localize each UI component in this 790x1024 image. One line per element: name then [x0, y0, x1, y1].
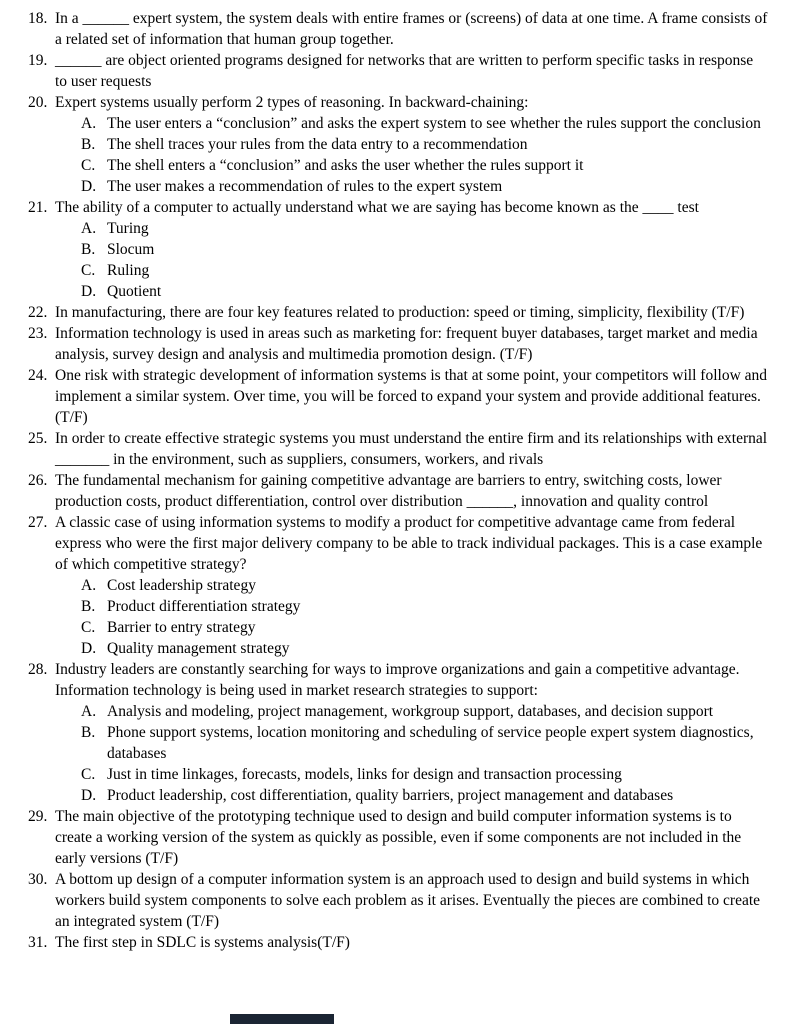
question-text: In a ______ expert system, the system deals with entire frames or (screens) of data at one time. A frame consists of a related set of information that human group together.: [55, 10, 768, 48]
question-text: The first step in SDLC is systems analysis(T/F): [55, 934, 350, 951]
option-letter: C.: [81, 157, 96, 174]
question-body: [55, 806, 768, 869]
option-text: Product differentiation strategy: [107, 598, 301, 615]
question-item: [28, 323, 768, 365]
option-text: Turing: [107, 220, 149, 237]
answer-option: [55, 239, 768, 260]
option-letter: A.: [81, 703, 97, 720]
answer-option: [55, 638, 768, 659]
question-text: One risk with strategic development of information systems is that at some point, your competitors will follow and implement a similar system. Over time, you will be forced to expand your system and provide additional features. (T/F): [55, 367, 768, 426]
question-body: [55, 869, 768, 932]
option-text: Analysis and modeling, project management, workgroup support, databases, and decision support: [107, 703, 714, 720]
option-text: Quality management strategy: [107, 640, 290, 657]
question-item: [28, 806, 768, 869]
answer-option: [55, 218, 768, 239]
questions-list: [28, 8, 768, 953]
option-text: Ruling: [107, 262, 150, 279]
question-body: [55, 197, 768, 302]
option-letter: A.: [81, 577, 97, 594]
option-letter: B.: [81, 598, 96, 615]
option-text: Phone support systems, location monitoring and scheduling of service people expert system diagnostics, databases: [107, 724, 754, 762]
question-item: [28, 869, 768, 932]
answer-option: [55, 260, 768, 281]
option-text: The user makes a recommendation of rules to the expert system: [107, 178, 503, 195]
question-body: [55, 659, 768, 806]
option-letter: C.: [81, 262, 96, 279]
answer-option: [55, 785, 768, 806]
option-letter: D.: [81, 787, 97, 804]
question-number: 25.: [28, 430, 48, 447]
question-text: Expert systems usually perform 2 types of reasoning. In backward-chaining:: [55, 94, 529, 111]
option-text: The shell traces your rules from the data entry to a recommendation: [107, 136, 528, 153]
question-number: 20.: [28, 94, 48, 111]
question-text: A bottom up design of a computer information system is an approach used to design and build systems in which workers build system components to solve each problem as it arises. Eventually the pieces are combined to create an integrated system (T/F): [55, 871, 761, 930]
question-number: 24.: [28, 367, 48, 384]
question-number: 30.: [28, 871, 48, 888]
question-item: [28, 365, 768, 428]
question-body: [55, 8, 768, 50]
option-letter: B.: [81, 724, 96, 741]
option-letter: B.: [81, 241, 96, 258]
option-text: Slocum: [107, 241, 155, 258]
question-text: The ability of a computer to actually understand what we are saying has become known as the ____ test: [55, 199, 699, 216]
option-text: The shell enters a “conclusion” and asks the user whether the rules support it: [107, 157, 584, 174]
answer-option: [55, 722, 768, 764]
question-body: [55, 365, 768, 428]
question-item: [28, 302, 768, 323]
question-number: 26.: [28, 472, 48, 489]
question-item: [28, 512, 768, 659]
option-letter: D.: [81, 640, 97, 657]
question-text: The main objective of the prototyping technique used to design and build computer information systems is to create a working version of the system as quickly as possible, even if some components are not included in the early versions (T/F): [55, 808, 742, 867]
question-item: [28, 932, 768, 953]
answer-option: [55, 575, 768, 596]
question-text: Industry leaders are constantly searching for ways to improve organizations and gain a competitive advantage. Information technology is being used in market research strategies to support:: [55, 661, 740, 699]
option-text: Cost leadership strategy: [107, 577, 256, 594]
option-letter: C.: [81, 766, 96, 783]
option-text: The user enters a “conclusion” and asks the expert system to see whether the rules support the conclusion: [107, 115, 761, 132]
option-letter: A.: [81, 220, 97, 237]
question-text: The fundamental mechanism for gaining competitive advantage are barriers to entry, switching costs, lower production costs, product differentiation, control over distribution ______, innovation and quality control: [55, 472, 722, 510]
question-number: 22.: [28, 304, 48, 321]
answer-option: [55, 596, 768, 617]
option-text: Barrier to entry strategy: [107, 619, 256, 636]
answer-option: [55, 617, 768, 638]
answer-option: [55, 134, 768, 155]
option-letter: D.: [81, 283, 97, 300]
answer-option: [55, 113, 768, 134]
question-number: 28.: [28, 661, 48, 678]
question-body: [55, 50, 768, 92]
answer-option: [55, 701, 768, 722]
option-text: Just in time linkages, forecasts, models, links for design and transaction processing: [107, 766, 622, 783]
question-body: [55, 428, 768, 470]
question-text: In order to create effective strategic systems you must understand the entire firm and its relationships with external _______ in the environment, such as suppliers, consumers, workers, and rivals: [55, 430, 768, 468]
question-text: Information technology is used in areas such as marketing for: frequent buyer databases, target market and media analysis, survey design and analysis and multimedia promotion design. (T/F): [55, 325, 758, 363]
answer-option: [55, 155, 768, 176]
question-text: In manufacturing, there are four key features related to production: speed or timing, simplicity, flexibility (T/F): [55, 304, 745, 321]
question-number: 31.: [28, 934, 48, 951]
option-letter: A.: [81, 115, 97, 132]
question-number: 23.: [28, 325, 48, 342]
question-item: [28, 659, 768, 806]
question-number: 19.: [28, 52, 48, 69]
question-number: 21.: [28, 199, 48, 216]
question-body: [55, 302, 768, 323]
question-item: [28, 197, 768, 302]
option-letter: C.: [81, 619, 96, 636]
question-body: [55, 932, 768, 953]
question-item: [28, 50, 768, 92]
question-item: [28, 470, 768, 512]
option-letter: D.: [81, 178, 97, 195]
question-text: A classic case of using information systems to modify a product for competitive advantage came from federal express who were the first major delivery company to be able to track individual packages. This is a case example of which competitive strategy?: [55, 514, 763, 573]
bottom-bar-fragment: [230, 1014, 334, 1024]
question-number: 27.: [28, 514, 48, 531]
question-item: [28, 428, 768, 470]
question-body: [55, 512, 768, 659]
answer-option: [55, 176, 768, 197]
question-item: [28, 8, 768, 50]
question-body: [55, 470, 768, 512]
option-letter: B.: [81, 136, 96, 153]
answer-option: [55, 764, 768, 785]
option-text: Quotient: [107, 283, 162, 300]
option-text: Product leadership, cost differentiation, quality barriers, project management and databases: [107, 787, 674, 804]
question-number: 29.: [28, 808, 48, 825]
question-body: [55, 92, 768, 197]
answer-option: [55, 281, 768, 302]
question-body: [55, 323, 768, 365]
question-item: [28, 92, 768, 197]
question-text: ______ are object oriented programs designed for networks that are written to perform specific tasks in response to user requests: [55, 52, 754, 90]
question-number: 18.: [28, 10, 48, 27]
